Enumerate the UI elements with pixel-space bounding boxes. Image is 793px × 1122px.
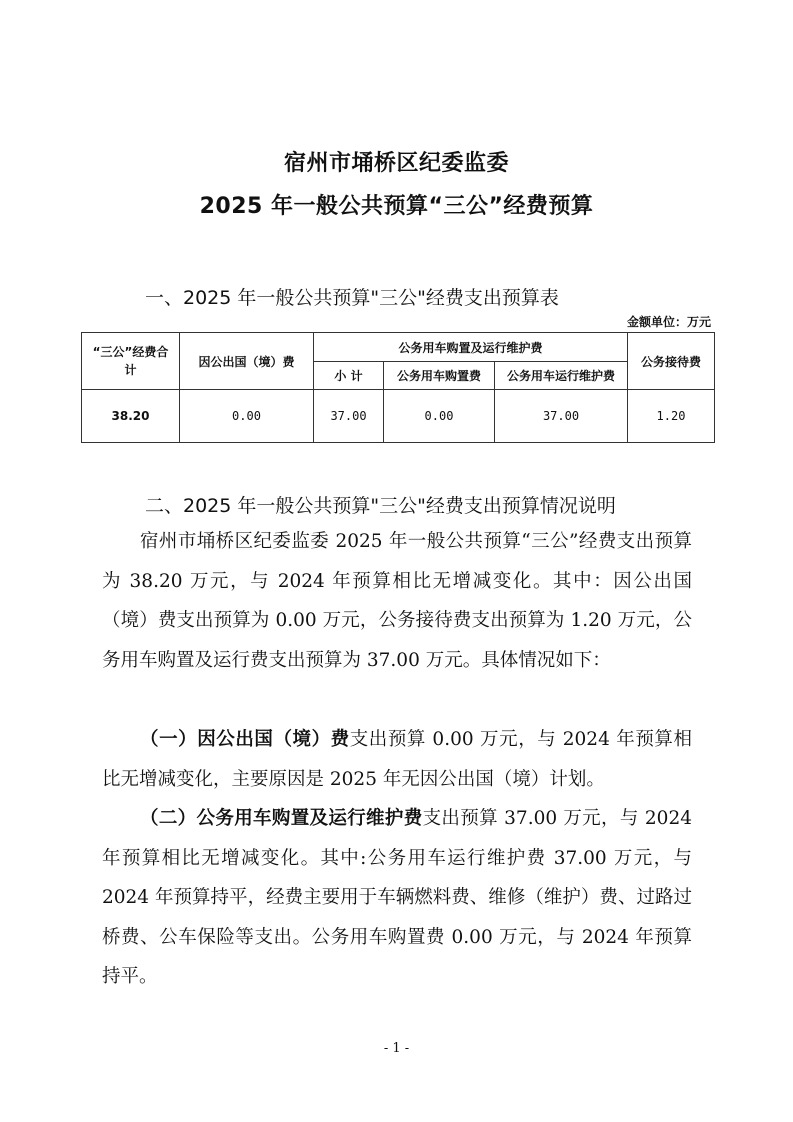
section2-heading: 二、2025 年一般公共预算"三公"经费支出预算情况说明	[145, 495, 616, 517]
cell-vehicle-operation: 37.00	[495, 390, 628, 443]
item2-lead: （二）公务用车购置及运行维护费	[140, 808, 423, 829]
cell-vehicle-purchase: 0.00	[384, 390, 495, 443]
header-vehicle-subtotal: 小 计	[314, 362, 384, 390]
item2-paragraph	[102, 799, 692, 997]
section1-heading: 一、2025 年一般公共预算"三公"经费支出预算表	[145, 287, 559, 309]
header-vehicle-group: 公务用车购置及运行维护费	[314, 333, 628, 362]
item1-text: 支出预算 0.00 万元，与 2024 年预算相比无增减变化，主要原因是 2025 年无因公出国（境）计划。	[102, 729, 692, 790]
document-title-org: 宿州市埇桥区纪委监委	[283, 151, 509, 176]
header-vehicle-purchase: 公务用车购置费	[384, 362, 495, 390]
header-reception: 公务接待费	[628, 333, 715, 390]
intro-paragraph: 宿州市埇桥区纪委监委 2025 年一般公共预算“三公”经费支出预算为 38.20 万元，与 2024 年预算相比无增减变化。其中：因公出国（境）费支出预算为 0.00 万元，公务接待费支出预算为 1.20 万元，公务用车购置及运行费支出预算为 37.00 万元。具体情况如下：	[102, 531, 692, 671]
page-number: - 1 -	[383, 1041, 410, 1056]
item1-lead: （一）因公出国（境）费	[140, 729, 350, 750]
cell-overseas: 0.00	[180, 390, 314, 443]
item2-text: 支出预算 37.00 万元，与 2024 年预算相比无增减变化。其中:公务用车运行维护费 37.00 万元，与 2024 年预算持平，经费主要用于车辆燃料费、维修（维护）费、过路过桥费、公车保险等支出。公务用车购置费 0.00 万元，与 2024 年预算持平。	[102, 808, 692, 987]
table-header-row-1	[82, 333, 715, 362]
header-vehicle-operation: 公务用车运行维护费	[495, 362, 628, 390]
budget-table	[81, 332, 715, 443]
item1-paragraph	[102, 720, 692, 799]
header-overseas: 因公出国（境）费	[180, 333, 314, 390]
cell-reception: 1.20	[628, 390, 715, 443]
unit-label: 金额单位：万元	[626, 315, 711, 329]
table-row	[82, 390, 715, 443]
cell-total: 38.20	[82, 390, 180, 443]
document-title-main: 2025 年一般公共预算“三公”经费预算	[199, 194, 594, 219]
cell-vehicle-subtotal: 37.00	[314, 390, 384, 443]
header-total: “三公”经费合计	[82, 333, 180, 390]
